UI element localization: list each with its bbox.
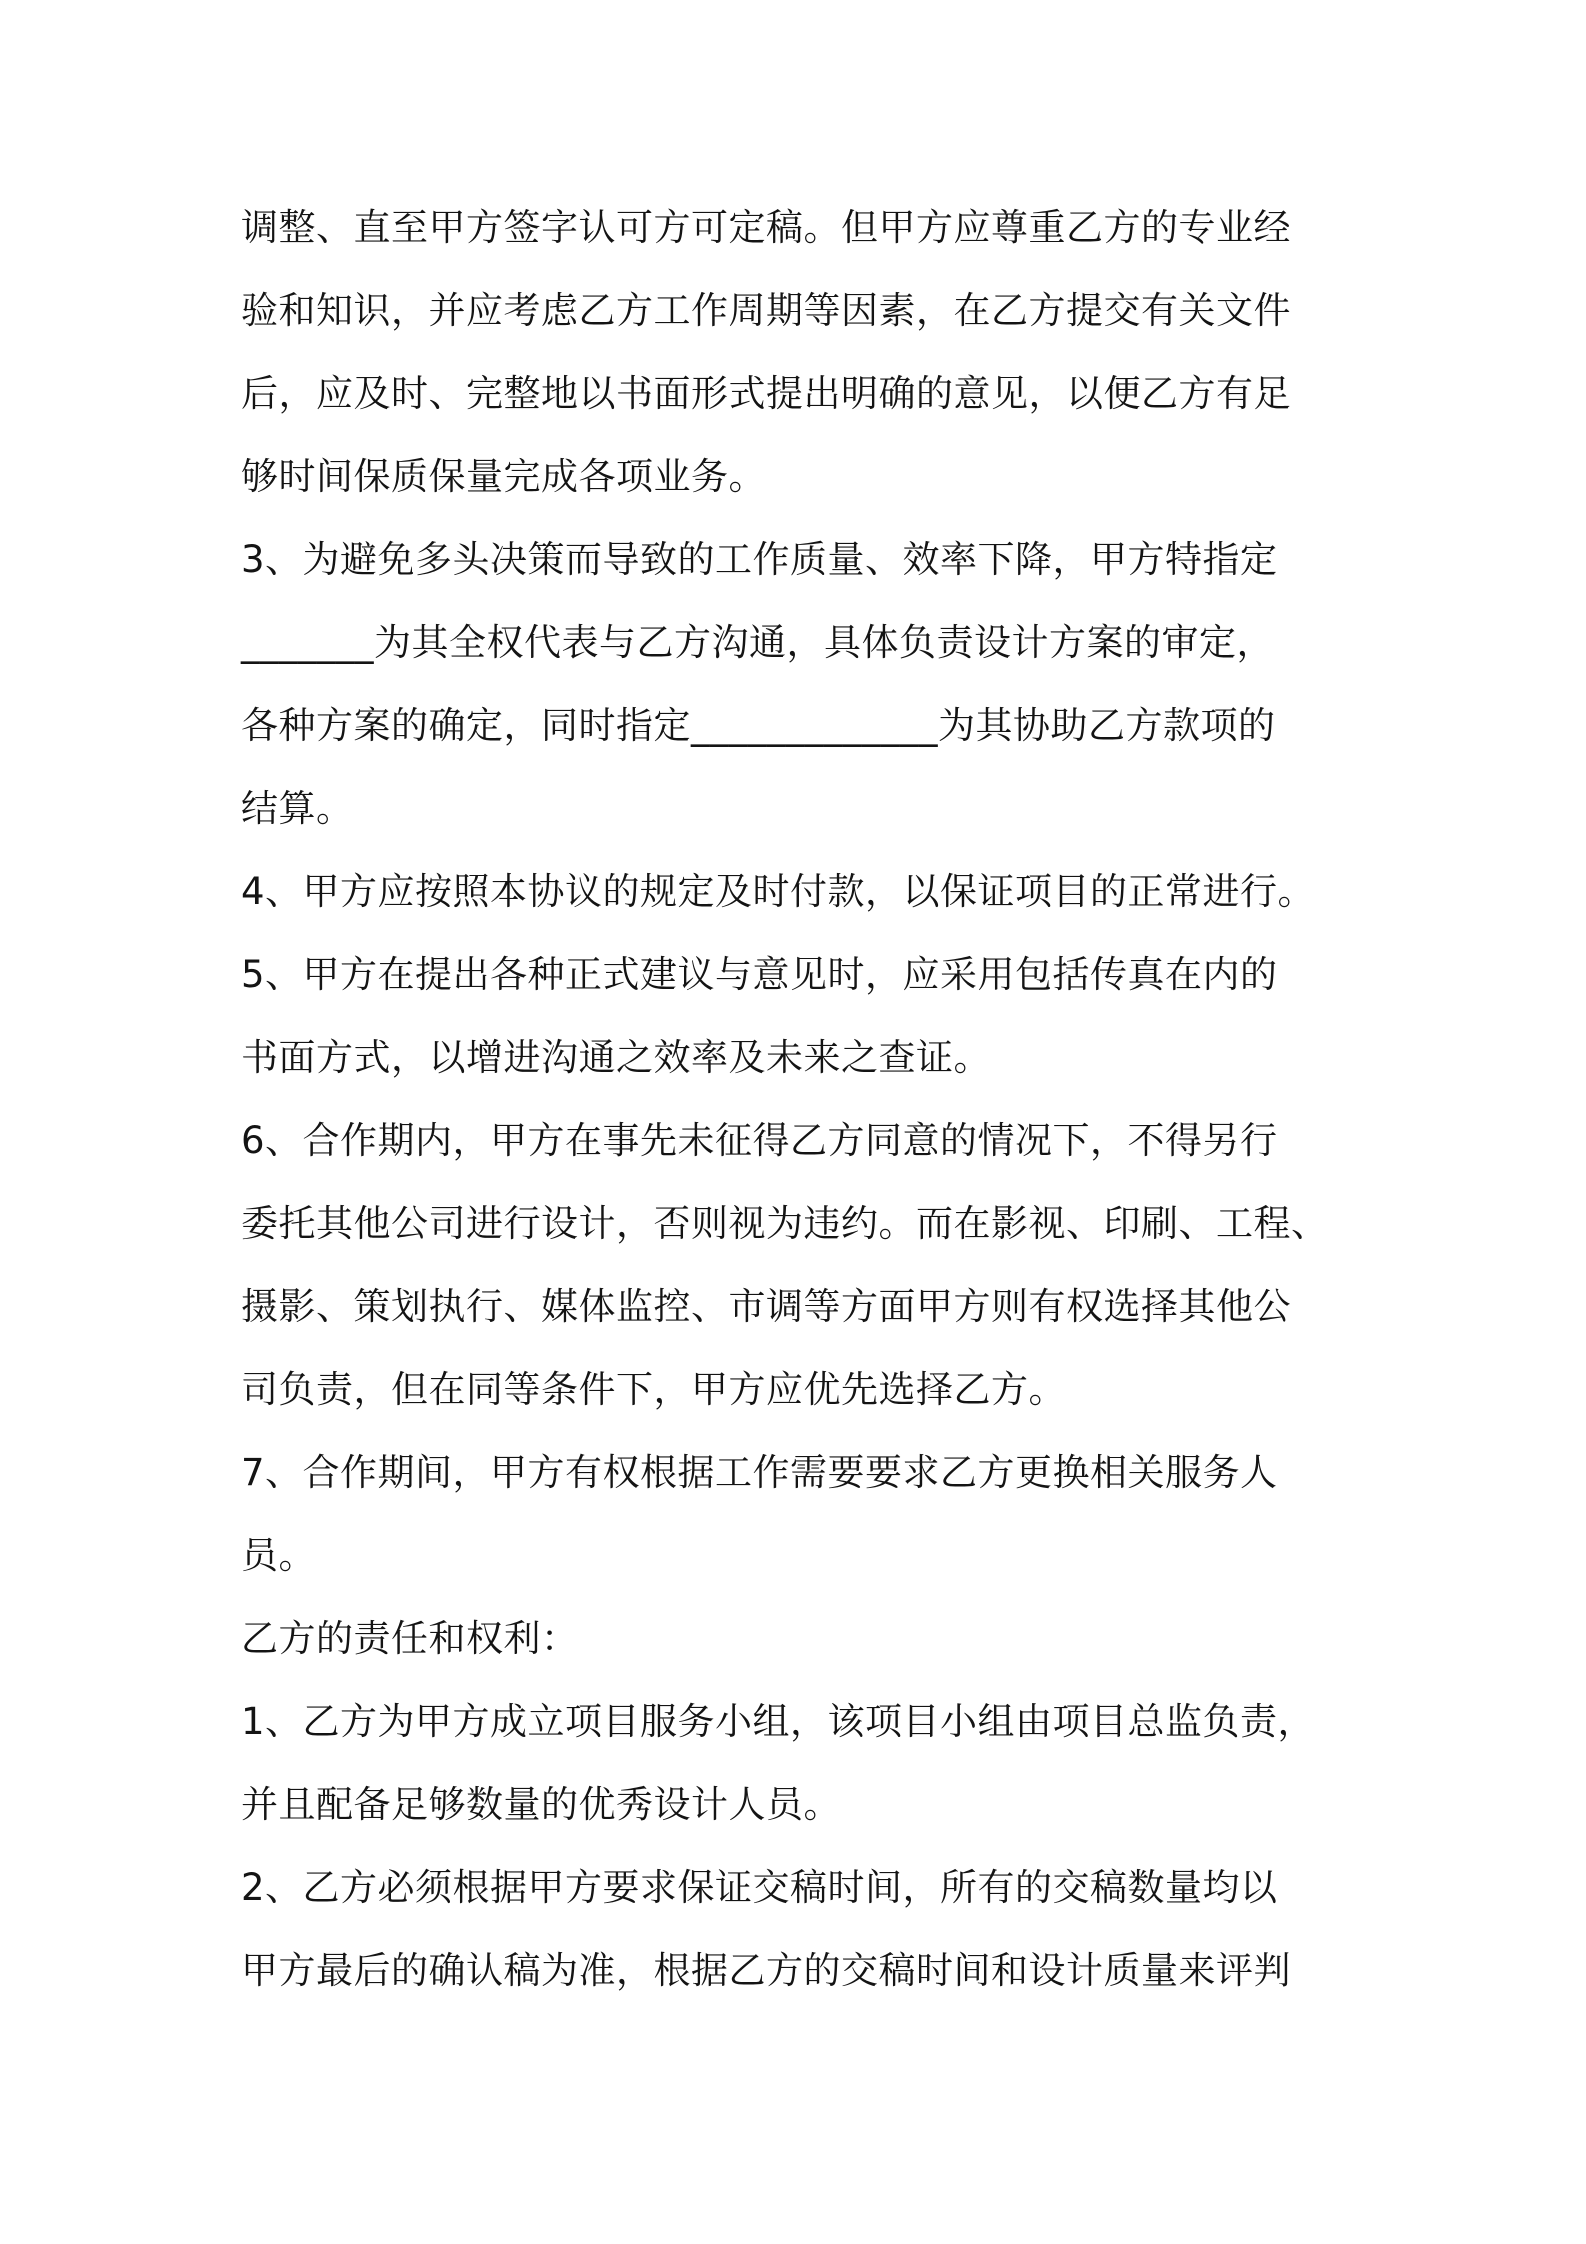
text-line: 5、甲方在提出各种正式建议与意见时，应采用包括传真在内的	[241, 953, 1278, 996]
text-line: 书面方式，以增进沟通之效率及未来之查证。	[241, 1036, 991, 1079]
text-line: _______为其全权代表与乙方沟通，具体负责设计方案的审定，	[241, 621, 1274, 664]
text-line: 3、为避免多头决策而导致的工作质量、效率下降，甲方特指定	[241, 538, 1278, 581]
text-line: 1、乙方为甲方成立项目服务小组，该项目小组由项目总监负责，	[241, 1700, 1316, 1743]
text-line: 够时间保质保量完成各项业务。	[241, 455, 766, 498]
text-line: 司负责，但在同等条件下，甲方应优先选择乙方。	[241, 1368, 1066, 1411]
text-line: 并且配备足够数量的优秀设计人员。	[241, 1783, 841, 1826]
text-line: 后，应及时、完整地以书面形式提出明确的意见，以便乙方有足	[241, 372, 1291, 415]
text-line: 调整、直至甲方签字认可方可定稿。但甲方应尊重乙方的专业经	[241, 206, 1291, 249]
text-line: 6、合作期内，甲方在事先未征得乙方同意的情况下，不得另行	[241, 1119, 1278, 1162]
text-line: 各种方案的确定，同时指定_____________为其协助乙方款项的	[241, 704, 1276, 747]
text-line: 员。	[241, 1534, 316, 1577]
text-line: 7、合作期间，甲方有权根据工作需要要求乙方更换相关服务人	[241, 1451, 1278, 1494]
section-heading: 乙方的责任和权利：	[241, 1617, 579, 1660]
text-line: 甲方最后的确认稿为准，根据乙方的交稿时间和设计质量来评判	[241, 1949, 1291, 1992]
text-line: 验和知识，并应考虑乙方工作周期等因素，在乙方提交有关文件	[241, 289, 1291, 332]
text-line: 2、乙方必须根据甲方要求保证交稿时间，所有的交稿数量均以	[241, 1866, 1278, 1909]
text-line: 摄影、策划执行、媒体监控、市调等方面甲方则有权选择其他公	[241, 1285, 1291, 1328]
text-line: 结算。	[241, 787, 354, 830]
text-line: 4、甲方应按照本协议的规定及时付款，以保证项目的正常进行。	[241, 870, 1316, 913]
text-line: 委托其他公司进行设计，否则视为违约。而在影视、印刷、工程、	[241, 1202, 1329, 1245]
